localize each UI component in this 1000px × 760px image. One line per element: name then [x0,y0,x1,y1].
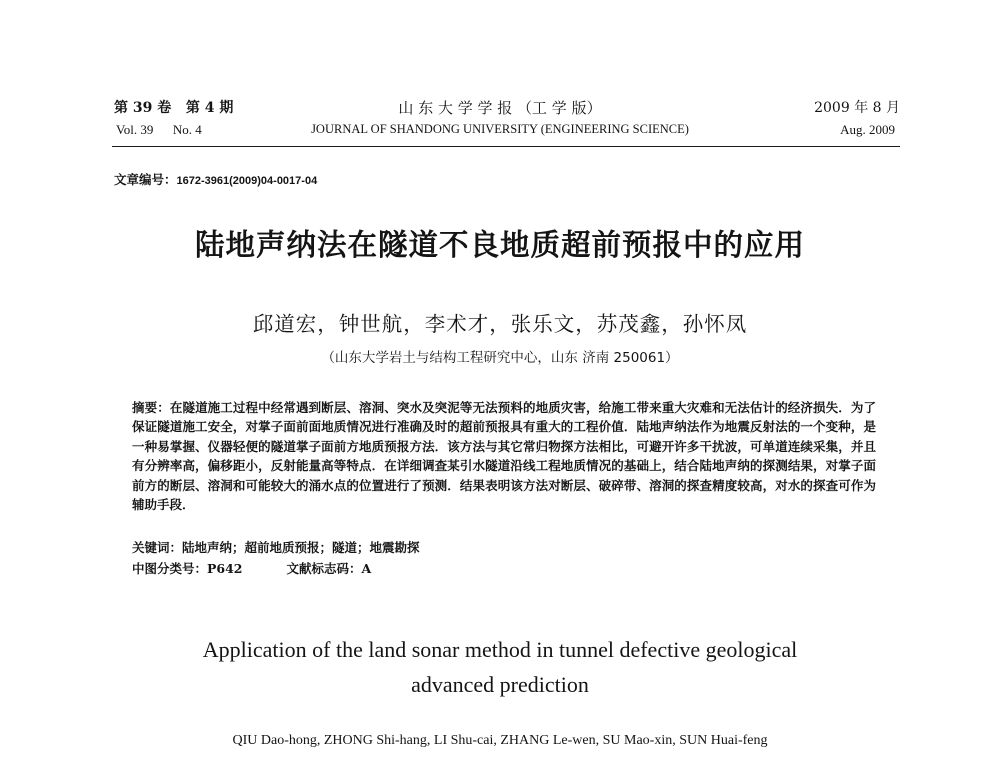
title-en-line-2: advanced prediction [411,672,589,697]
abstract-text: 在隧道施工过程中经常遇到断层、溶洞、突水及突泥等无法预料的地质灾害，给施工带来重大灾难和无法估计的经济损失．为了保证隧道施工安全，对掌子面前面地质情况进行准确及时的超前预报具有重大的工程价值．陆地声纳法作为地震反射法的一个变种，是一种易掌握、仪器轻便的隧道掌子面前方地质预报方法．该方法与其它常归物探方法相比，可避开许多干扰波，可单道连续采集，并且有分辨率高，偏移距小，反射能量高等特点．在详细调查某引水隧道沿线工程地质情况的基础上，结合陆地声纳的探测结果，对掌子面前方的断层、溶洞和可能较大的涌水点的位置进行了预测．结果表明该方法对断层、破碎带、溶洞的探查精度较高，对水的探查可作为辅助手段． [132,400,876,513]
title-en [0,632,1000,702]
doc-code-value: A [361,561,372,576]
keywords-cn [132,538,420,556]
abstract-cn [132,398,876,514]
doc-code-label: 文献标志码： [286,561,362,576]
article-number-label: 文章编号： [114,172,177,187]
date-en: Aug. 2009 [840,122,895,137]
issue-en: No. 4 [172,122,202,137]
clc-label: 中图分类号： [132,561,208,576]
clc-value: P642 [207,561,243,576]
date-cn: 2009 年 8 月 [814,100,900,116]
header-rule [112,146,900,147]
journal-title-en: JOURNAL OF SHANDONG UNIVERSITY (ENGINEERING SCIENCE) [311,122,689,136]
authors-en: QIU Dao-hong, ZHONG Shi-hang, LI Shu-cai, ZHANG Le-wen, SU Mao-xin, SUN Huai-feng [232,733,768,748]
volume-en: Vol. 39 [116,122,154,137]
keywords-label: 关键词： [132,540,183,555]
article-number-value: 1672-3961(2009)04-0017-04 [176,175,318,187]
keywords-text: 陆地声纳；超前地质预报；隧道；地震勘探 [182,540,420,555]
title-en-line-1: Application of the land sonar method in tunnel defective geological [202,637,798,662]
affiliation-cn: （山东大学岩土与结构工程研究中心，山东 济南 250061） [321,350,679,366]
abstract-label: 摘要： [132,400,170,415]
article-number [114,170,317,188]
volume-cn: 第 39 卷 [114,100,172,116]
authors-cn: 邱道宏，钟世航，李术才，张乐文，苏茂鑫，孙怀凤 [252,312,748,336]
classification-line [132,559,371,577]
title-cn: 陆地声纳法在隧道不良地质超前预报中的应用 [194,228,805,262]
journal-title-cn: 山 东 大 学 学 报 （工 学 版） [398,99,602,117]
issue-cn: 第 4 期 [185,100,234,116]
